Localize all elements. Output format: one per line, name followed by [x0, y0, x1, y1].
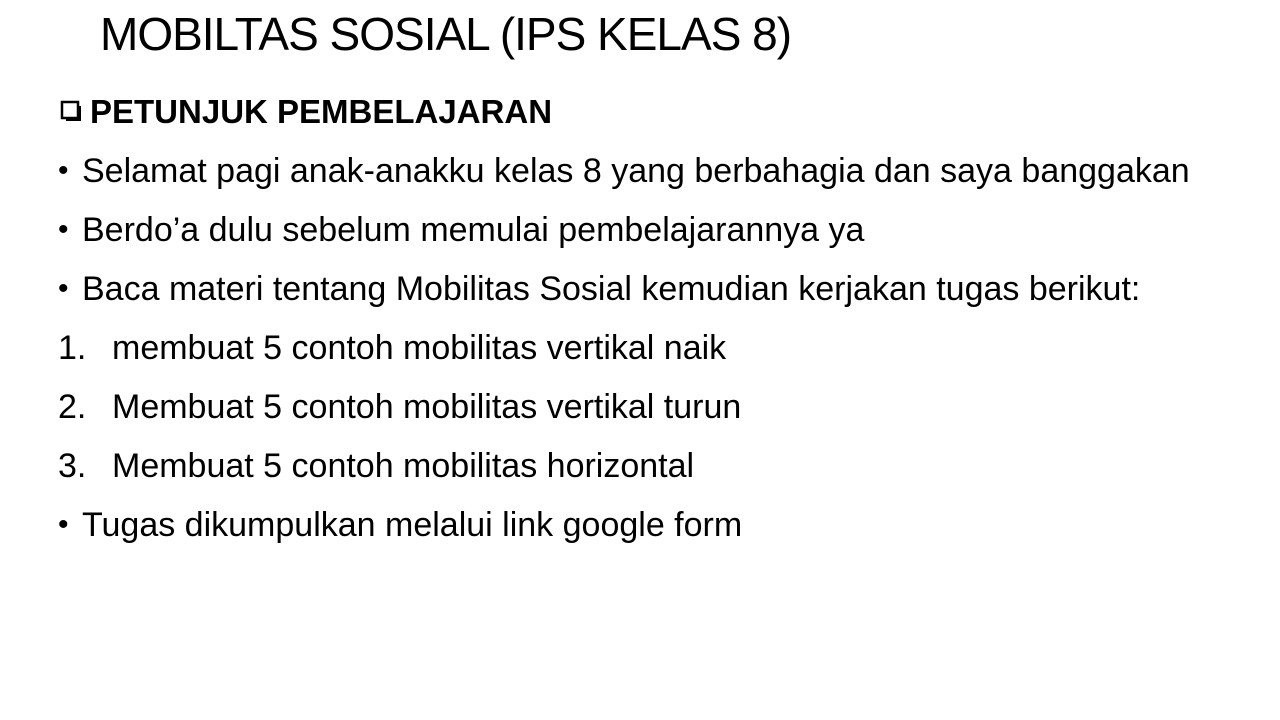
list-item	[58, 502, 1238, 548]
numbered-item-text: Membuat 5 contoh mobilitas horizontal	[112, 447, 695, 485]
list-item-text: Baca materi tentang Mobilitas Sosial kemudian kerjakan tugas berikut:	[82, 270, 1141, 308]
numbered-item	[58, 325, 1238, 371]
instruction-list	[58, 148, 1238, 548]
list-item	[58, 207, 1238, 253]
number-marker: 1.	[58, 329, 87, 367]
bullet-marker: •	[58, 508, 69, 541]
list-item-text: Selamat pagi anak-anakku kelas 8 yang berbahagia dan saya banggakan	[82, 152, 1190, 190]
bullet-marker: •	[58, 213, 69, 246]
list-item-text: Berdo’a dulu sebelum memulai pembelajarannya ya	[82, 211, 865, 249]
numbered-item-text: Membuat 5 contoh mobilitas vertikal turun	[112, 388, 742, 426]
section-heading-label: PETUNJUK PEMBELAJARAN	[90, 93, 553, 130]
numbered-item-text: membuat 5 contoh mobilitas vertikal naik	[112, 329, 727, 367]
section-heading	[60, 90, 552, 134]
numbered-item	[58, 443, 1238, 489]
bullet-marker: •	[58, 154, 69, 187]
bullet-marker: •	[58, 272, 69, 305]
checkbox-icon	[60, 100, 82, 122]
list-item	[58, 148, 1238, 194]
list-item-text: Tugas dikumpulkan melalui link google form	[82, 506, 743, 544]
list-item	[58, 266, 1238, 312]
number-marker: 3.	[58, 447, 87, 485]
slide-title: MOBILTAS SOSIAL (IPS KELAS 8)	[100, 8, 792, 60]
numbered-item	[58, 384, 1238, 430]
number-marker: 2.	[58, 388, 87, 426]
